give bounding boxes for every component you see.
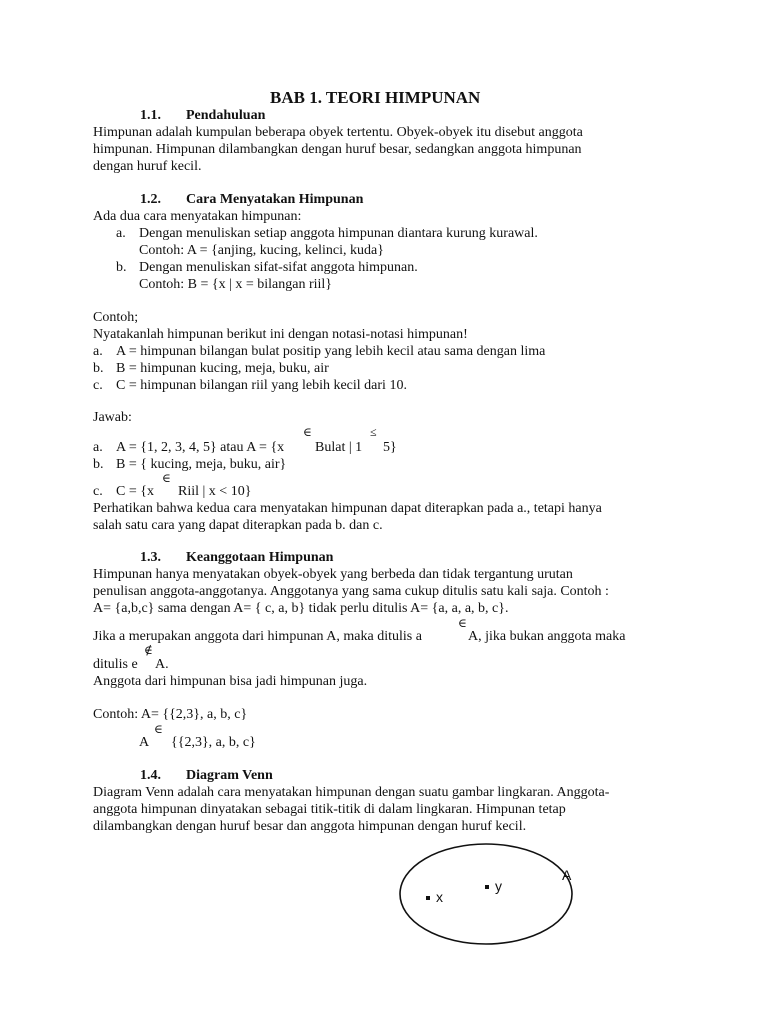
example-set-name: A [139, 735, 150, 750]
problem-label: c. [93, 378, 103, 393]
jawab-label: Jawab: [93, 410, 132, 425]
paragraph-line: Himpunan adalah kumpulan beberapa obyek tertentu. Obyek-obyek itu disebut anggota [93, 125, 583, 140]
answer-a-part-2: Bulat | 1 [315, 440, 363, 455]
answer-a-part-1: A = {1, 2, 3, 4, 5} atau A = {x [116, 440, 285, 455]
venn-set-label: A [562, 867, 572, 883]
section-1-3-heading: Keanggotaan Himpunan [186, 550, 334, 565]
element-of-symbol: ∈ [303, 425, 312, 439]
venn-point-x [426, 896, 430, 900]
list-item-label: b. [116, 260, 127, 275]
element-of-symbol: ∈ [154, 722, 163, 736]
answer-label: c. [93, 484, 103, 499]
example-line: Contoh: A= {{2,3}, a, b, c} [93, 707, 248, 722]
problem-label: a. [93, 344, 103, 359]
answer-b-text: B = { kucing, meja, buku, air} [116, 457, 287, 472]
section-1-2-heading: Cara Menyatakan Himpunan [186, 192, 364, 207]
section-1-4-number: 1.4. [140, 768, 161, 783]
paragraph-line: A= {a,b,c} sama dengan A= { c, a, b} tidak perlu ditulis A= {a, a, a, b, c}. [93, 601, 509, 616]
not-element-of-symbol: ∉ [144, 643, 153, 657]
answer-c-part-2: Riil | x < 10} [178, 484, 252, 499]
nonmember-line-part-2: A. [155, 657, 169, 672]
instruction-line: Nyatakanlah himpunan berikut ini dengan notasi-notasi himpunan! [93, 327, 468, 342]
problem-text: A = himpunan bilangan bulat positip yang lebih kecil atau sama dengan lima [116, 344, 546, 359]
list-item-label: a. [116, 226, 126, 241]
list-item-text: Dengan menuliskan sifat-sifat anggota himpunan. [139, 260, 418, 275]
venn-point-y [485, 885, 489, 889]
nonmember-line-part-1: ditulis e [93, 657, 138, 672]
paragraph-line: penulisan anggota-anggotanya. Anggotanya yang sama cukup ditulis satu kali saja. Contoh : [93, 584, 609, 599]
section-1-2-number: 1.2. [140, 192, 161, 207]
venn-member-label: x [436, 889, 443, 905]
element-of-symbol: ∈ [458, 616, 467, 630]
paragraph-line: dilambangkan dengan huruf besar dan anggota himpunan dengan huruf kecil. [93, 819, 527, 834]
problem-text: B = himpunan kucing, meja, buku, air [116, 361, 329, 376]
list-item-text: Dengan menuliskan setiap anggota himpunan diantara kurung kurawal. [139, 226, 538, 241]
paragraph-line: himpunan. Himpunan dilambangkan dengan huruf besar, sedangkan anggota himpunan [93, 142, 582, 157]
answer-a-part-3: 5} [383, 440, 397, 455]
section-1-1-number: 1.1. [140, 108, 161, 123]
membership-line-part-2: A, jika bukan anggota maka [468, 629, 626, 644]
list-item-example: Contoh: A = {anjing, kucing, kelinci, kuda} [139, 243, 384, 258]
page-title: BAB 1. TEORI HIMPUNAN [270, 88, 481, 107]
leq-symbol: ≤ [370, 425, 377, 439]
contoh-label: Contoh; [93, 310, 139, 325]
paragraph-line: Diagram Venn adalah cara menyatakan himpunan dengan suatu gambar lingkaran. Anggota- [93, 785, 610, 800]
venn-member-label: y [495, 878, 502, 894]
problem-text: C = himpunan bilangan riil yang lebih kecil dari 10. [116, 378, 407, 393]
paragraph-line: Himpunan hanya menyatakan obyek-obyek yang berbeda dan tidak tergantung urutan [93, 567, 573, 582]
paragraph-line: salah satu cara yang dapat diterapkan pada b. dan c. [93, 518, 383, 533]
list-item-example: Contoh: B = {x | x = bilangan riil} [139, 277, 333, 292]
section-1-3-number: 1.3. [140, 550, 161, 565]
paragraph-line: Ada dua cara menyatakan himpunan: [93, 209, 302, 224]
paragraph-line: anggota himpunan dinyatakan sebagai titik-titik di dalam lingkaran. Himpunan tetap [93, 802, 566, 817]
answer-label: a. [93, 440, 103, 455]
paragraph-line: Perhatikan bahwa kedua cara menyatakan himpunan dapat diterapkan pada a., tetapi hanya [93, 501, 602, 516]
answer-label: b. [93, 457, 104, 472]
section-1-4-heading: Diagram Venn [186, 768, 273, 783]
paragraph-line: dengan huruf kecil. [93, 159, 202, 174]
membership-line-part-1: Jika a merupakan anggota dari himpunan A, maka ditulis a [93, 629, 422, 644]
section-1-1-heading: Pendahuluan [186, 108, 266, 123]
venn-set-ellipse [400, 844, 572, 944]
answer-c-part-1: C = {x [116, 484, 154, 499]
venn-diagram [390, 838, 590, 948]
example-set-members: {{2,3}, a, b, c} [171, 735, 256, 750]
problem-label: b. [93, 361, 104, 376]
paragraph-line: Anggota dari himpunan bisa jadi himpunan juga. [93, 674, 368, 689]
element-of-symbol: ∈ [162, 471, 171, 485]
